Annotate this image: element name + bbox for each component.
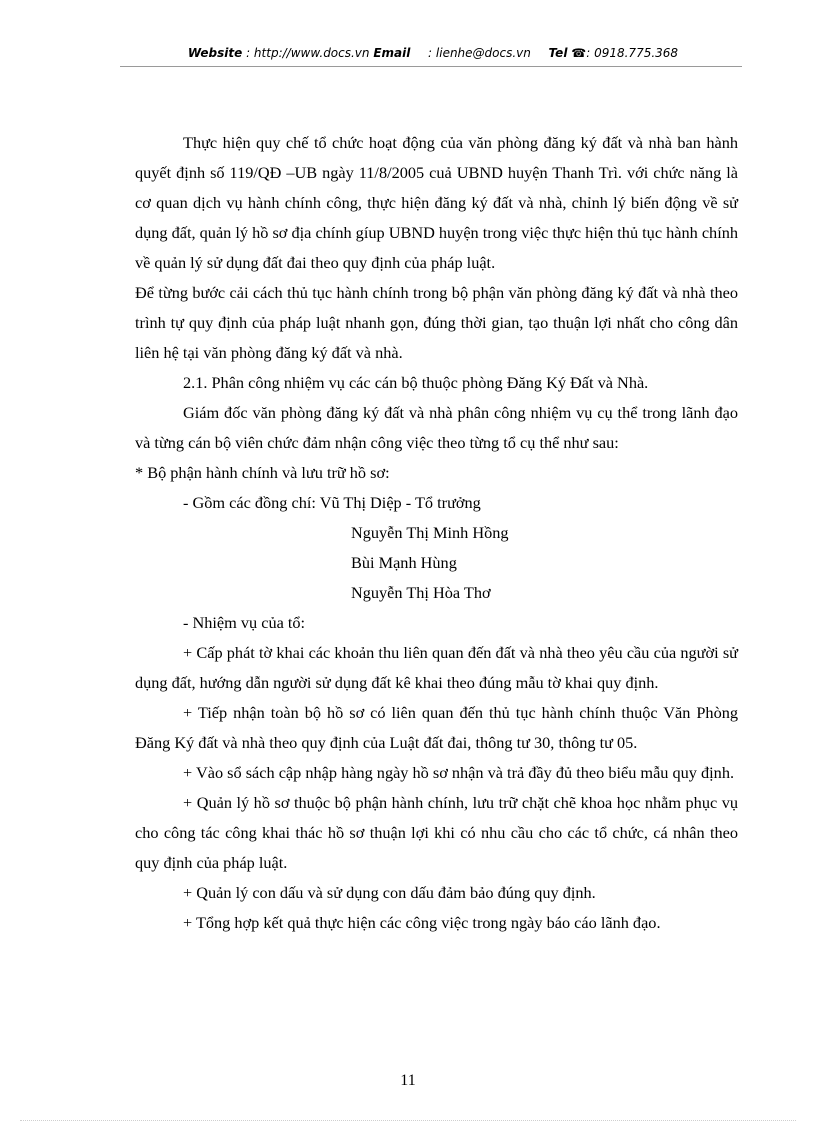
header-divider bbox=[120, 66, 742, 67]
website-url[interactable]: : http://www.docs.vn bbox=[246, 46, 370, 60]
phone-icon: ☎ bbox=[571, 46, 587, 60]
member-name: Nguyễn Thị Minh Hồng bbox=[351, 523, 509, 542]
website-label: Website bbox=[187, 46, 243, 60]
member-name: Nguyễn Thị Hòa Thơ bbox=[351, 583, 491, 602]
duty-item: + Quản lý hồ sơ thuộc bộ phận hành chính, lưu trữ chặt chẽ khoa học nhằm phục vụ cho công tác công khai thác hồ sơ thuận lợi khi có nhu cầu cho các tổ chức, cá nhân theo quy định của pháp luật. bbox=[135, 793, 738, 872]
tel-label: Tel bbox=[548, 46, 568, 60]
section-heading: 2.1. Phân công nhiệm vụ các cán bộ thuộc phòng Đăng Ký Đất và Nhà. bbox=[183, 373, 649, 392]
page-number: 11 bbox=[400, 1072, 416, 1089]
paragraph-intro: Thực hiện quy chế tổ chức hoạt động của văn phòng đăng ký đất và nhà ban hành quyết định số 119/QĐ –UB ngày 11/8/2005 cuả UBND huyện Thanh Trì. với chức năng là cơ quan dịch vụ hành chính công, thực hiện đăng ký đất và nhà, chỉnh lý biến động về sử dụng đất, quản lý hồ sơ địa chính gíup UBND huyện trong việc thực hiện thủ tục hành chính về quản lý sử dụng đất đai theo quy định của pháp luật. bbox=[135, 133, 739, 272]
document-body bbox=[135, 128, 738, 938]
duty-item: + Quản lý con dấu và sử dụng con dấu đảm bảo đúng quy định. bbox=[183, 883, 596, 902]
page-bottom-border bbox=[20, 1120, 796, 1121]
paragraph-assignment: Giám đốc văn phòng đăng ký đất và nhà phân công nhiệm vụ cụ thể trong lãnh đạo và từng cán bộ viên chức đảm nhận công việc theo từng tổ cụ thể như sau: bbox=[135, 403, 738, 452]
paragraph-reform: Để từng bước cải cách thủ tục hành chính trong bộ phận văn phòng đăng ký đất và nhà theo trình tự quy định của pháp luật nhanh gọn, đúng thời gian, tạo thuận lợi nhất cho công dân liên hệ tại văn phòng đăng ký đất và nhà. bbox=[135, 283, 738, 362]
duty-item: + Vào sổ sách cập nhập hàng ngày hồ sơ nhận và trả đầy đủ theo biểu mẫu quy định. bbox=[183, 763, 735, 782]
duty-item: + Cấp phát tờ khai các khoản thu liên quan đến đất và nhà theo yêu cầu của người sử dụng đất, hướng dẫn người sử dụng đất kê khai theo đúng mẫu tờ khai quy định. bbox=[135, 643, 738, 692]
member-name: Bùi Mạnh Hùng bbox=[351, 553, 457, 572]
email-address[interactable]: : lienhe@docs.vn bbox=[428, 46, 531, 60]
duties-heading: - Nhiệm vụ của tổ: bbox=[183, 613, 306, 632]
tel-number: : 0918.775.368 bbox=[586, 46, 679, 60]
department-heading: * Bộ phận hành chính và lưu trữ hồ sơ: bbox=[135, 463, 390, 482]
email-label: Email bbox=[373, 46, 411, 60]
page-header bbox=[120, 46, 746, 60]
duty-item: + Tiếp nhận toàn bộ hồ sơ có liên quan đến thủ tục hành chính thuộc Văn Phòng Đăng Ký đất và nhà theo quy định của Luật đất đai, thông tư 30, thông tư 05. bbox=[135, 703, 738, 752]
duty-item: + Tổng hợp kết quả thực hiện các công việc trong ngày báo cáo lãnh đạo. bbox=[183, 913, 661, 932]
members-intro: - Gồm các đồng chí: Vũ Thị Diệp - Tổ trưởng bbox=[183, 493, 481, 512]
